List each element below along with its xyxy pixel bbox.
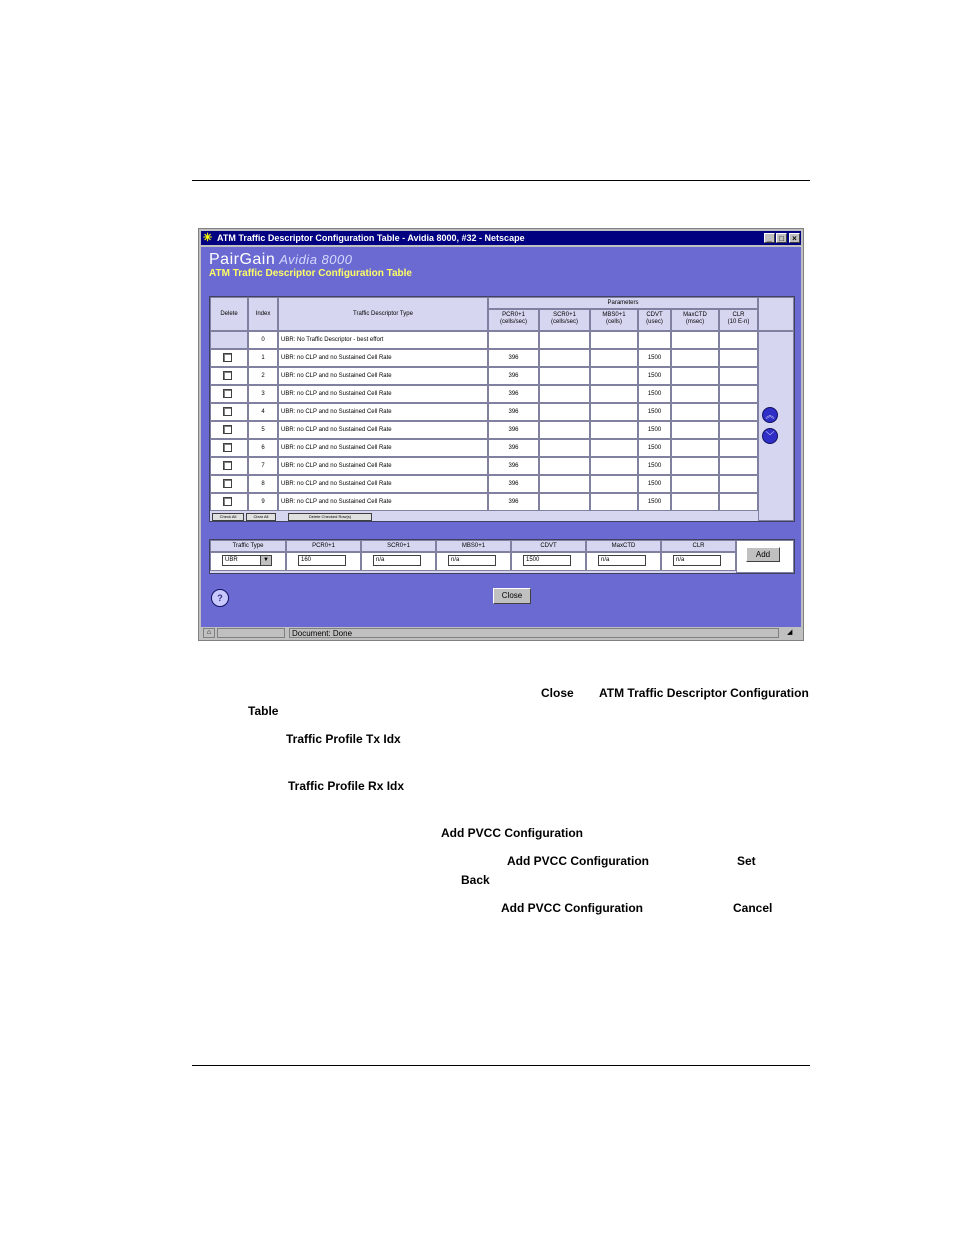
cell-scr (539, 349, 590, 367)
cell-index: 3 (248, 385, 278, 403)
cell-cdvt: 1500 (638, 385, 671, 403)
cell-maxctd (671, 493, 719, 511)
text-traffic-profile-rx: Traffic Profile Rx Idx (288, 779, 405, 793)
cell-clr (719, 493, 758, 511)
cell-clr (719, 331, 758, 349)
status-bar (201, 627, 801, 639)
cell-mbs (590, 349, 638, 367)
header-pcr (488, 309, 539, 331)
cell-scr (539, 331, 590, 349)
delete-checkbox[interactable] (223, 425, 232, 434)
cell-maxctd (671, 457, 719, 475)
cell-cdvt: 1500 (638, 457, 671, 475)
cell-index: 6 (248, 439, 278, 457)
cell-index: 9 (248, 493, 278, 511)
header-mbs-unit: (cells) (606, 319, 622, 325)
scroll-down-icon[interactable]: ﹀ (762, 428, 778, 444)
cell-type: UBR: no CLP and no Sustained Cell Rate (278, 493, 488, 511)
help-icon[interactable]: ? (211, 589, 229, 607)
cell-pcr: 396 (488, 439, 539, 457)
delete-checkbox[interactable] (223, 479, 232, 488)
text-add-pvcc-3: Add PVCC Configuration (501, 901, 643, 915)
maximize-button[interactable]: □ (776, 233, 787, 243)
scroll-up-icon[interactable]: ︽ (762, 407, 778, 423)
delete-checked-button[interactable]: Delete Checked Row(s) (288, 513, 372, 521)
brand-logo (209, 251, 352, 269)
header-scr-unit: (cells/sec) (550, 319, 578, 325)
cell-scr (539, 403, 590, 421)
cell-pcr: 396 (488, 475, 539, 493)
header-parameters: Parameters (488, 297, 758, 309)
delete-checkbox[interactable] (223, 443, 232, 452)
security-lock-icon: ⌂ (203, 628, 215, 638)
text-set: Set (737, 854, 756, 868)
cell-clr (719, 385, 758, 403)
add-input-3[interactable]: 1500 (523, 555, 571, 566)
app-icon: ✳ (203, 232, 213, 244)
add-header-4: CDVT (511, 540, 586, 552)
header-maxctd (671, 309, 719, 331)
cell-index: 1 (248, 349, 278, 367)
page-title: ATM Traffic Descriptor Configuration Table (209, 268, 412, 279)
cell-mbs (590, 475, 638, 493)
delete-checkbox[interactable] (223, 353, 232, 362)
dropdown-arrow-icon: ▼ (260, 556, 271, 565)
header-clr (719, 309, 758, 331)
cell-pcr: 396 (488, 403, 539, 421)
cell-index: 7 (248, 457, 278, 475)
delete-cell (210, 331, 248, 349)
add-input-1[interactable]: n/a (373, 555, 421, 566)
cell-clr (719, 403, 758, 421)
cell-pcr: 396 (488, 493, 539, 511)
cell-scr (539, 367, 590, 385)
header-scr (539, 309, 590, 331)
cell-pcr: 396 (488, 421, 539, 439)
cell-scr (539, 493, 590, 511)
cell-type: UBR: no CLP and no Sustained Cell Rate (278, 457, 488, 475)
cell-type: UBR: no CLP and no Sustained Cell Rate (278, 421, 488, 439)
cell-type: UBR: no CLP and no Sustained Cell Rate (278, 439, 488, 457)
add-input-4[interactable]: n/a (598, 555, 646, 566)
cell-pcr: 396 (488, 367, 539, 385)
cell-mbs (590, 385, 638, 403)
descriptor-table (209, 296, 795, 522)
add-form (209, 539, 795, 574)
page-content (201, 247, 801, 627)
traffic-type-select[interactable] (222, 555, 272, 566)
cell-mbs (590, 403, 638, 421)
cell-cdvt: 1500 (638, 367, 671, 385)
header-mbs-label: MBS0+1 (602, 312, 626, 318)
cell-pcr (488, 331, 539, 349)
cell-maxctd (671, 349, 719, 367)
delete-checkbox[interactable] (223, 407, 232, 416)
cell-maxctd (671, 421, 719, 439)
minimize-button[interactable]: _ (764, 233, 775, 243)
status-progress (217, 628, 285, 638)
cell-clr (719, 475, 758, 493)
cell-mbs (590, 421, 638, 439)
scroll-column (758, 331, 794, 521)
close-window-button[interactable]: × (789, 233, 800, 243)
cell-cdvt: 1500 (638, 403, 671, 421)
brand-name: PairGain (209, 251, 276, 268)
cell-scr (539, 385, 590, 403)
text-traffic-profile-tx: Traffic Profile Tx Idx (286, 732, 401, 746)
cell-scr (539, 457, 590, 475)
brand-model: Avidia 8000 (279, 252, 353, 267)
add-header-3: MBS0+1 (436, 540, 511, 552)
header-delete: Delete (210, 297, 248, 331)
delete-checkbox[interactable] (223, 497, 232, 506)
add-input-2[interactable]: n/a (448, 555, 496, 566)
text-back: Back (461, 873, 490, 887)
cell-maxctd (671, 331, 719, 349)
text-atm-config: ATM Traffic Descriptor Configuration (599, 686, 809, 700)
cell-clr (719, 367, 758, 385)
clear-all-button[interactable]: Clear All (246, 513, 276, 521)
window-title: ATM Traffic Descriptor Configuration Table - Avidia 8000, #32 - Netscape (217, 233, 525, 243)
cell-cdvt: 1500 (638, 421, 671, 439)
header-pcr-unit: (cells/sec) (499, 319, 527, 325)
cell-clr (719, 457, 758, 475)
cell-type: UBR: no CLP and no Sustained Cell Rate (278, 475, 488, 493)
check-all-button[interactable]: Check All (212, 513, 244, 521)
text-close: Close (541, 686, 574, 700)
header-clr-unit: (10 E-n) (727, 319, 750, 325)
resize-grip-icon[interactable]: ◢ (787, 629, 793, 636)
cell-index: 2 (248, 367, 278, 385)
header-scroll (758, 297, 794, 331)
cell-maxctd (671, 439, 719, 457)
add-input-5[interactable]: n/a (673, 555, 721, 566)
cell-maxctd (671, 367, 719, 385)
cell-mbs (590, 439, 638, 457)
status-text: Document: Done (289, 628, 779, 638)
cell-maxctd (671, 475, 719, 493)
header-index: Index (248, 297, 278, 331)
delete-checkbox[interactable] (223, 461, 232, 470)
header-cdvt-unit: (usec) (646, 319, 663, 325)
add-header-5: MaxCTD (586, 540, 661, 552)
cell-mbs (590, 493, 638, 511)
header-maxctd-label: MaxCTD (683, 312, 707, 318)
add-header-0: Traffic Type (210, 540, 286, 552)
cell-cdvt: 1500 (638, 439, 671, 457)
cell-cdvt: 1500 (638, 349, 671, 367)
cell-type: UBR: no CLP and no Sustained Cell Rate (278, 403, 488, 421)
cell-type: UBR: no CLP and no Sustained Cell Rate (278, 367, 488, 385)
cell-index: 8 (248, 475, 278, 493)
cell-scr (539, 475, 590, 493)
cell-index: 0 (248, 331, 278, 349)
cell-cdvt: 1500 (638, 493, 671, 511)
cell-maxctd (671, 385, 719, 403)
cell-cdvt (638, 331, 671, 349)
cell-pcr: 396 (488, 385, 539, 403)
header-pcr-label: PCR0+1 (502, 312, 525, 318)
text-add-pvcc-2: Add PVCC Configuration (507, 854, 649, 868)
text-cancel: Cancel (733, 901, 773, 915)
add-input-0[interactable]: 160 (298, 555, 346, 566)
cell-clr (719, 421, 758, 439)
top-rule (192, 180, 810, 181)
header-mbs (590, 309, 638, 331)
cell-cdvt: 1500 (638, 475, 671, 493)
text-add-pvcc-1: Add PVCC Configuration (441, 826, 583, 840)
add-header-2: SCR0+1 (361, 540, 436, 552)
traffic-type-value: UBR (225, 557, 238, 563)
delete-checkbox[interactable] (223, 371, 232, 380)
bottom-rule (192, 1065, 810, 1066)
add-header-1: PCR0+1 (286, 540, 361, 552)
cell-type: UBR: No Traffic Descriptor - best effort (278, 331, 488, 349)
text-table: Table (248, 704, 279, 718)
cell-mbs (590, 367, 638, 385)
window-titlebar (201, 231, 801, 245)
cell-type: UBR: no CLP and no Sustained Cell Rate (278, 349, 488, 367)
cell-mbs (590, 331, 638, 349)
close-button[interactable]: Close (493, 588, 531, 604)
add-header-6: CLR (661, 540, 736, 552)
add-button[interactable]: Add (746, 547, 780, 562)
cell-pcr: 396 (488, 349, 539, 367)
header-cdvt-label: CDVT (646, 312, 663, 318)
cell-clr (719, 439, 758, 457)
cell-type: UBR: no CLP and no Sustained Cell Rate (278, 385, 488, 403)
header-clr-label: CLR (732, 312, 745, 318)
cell-clr (719, 349, 758, 367)
header-cdvt (638, 309, 671, 331)
header-type: Traffic Descriptor Type (278, 297, 488, 331)
cell-pcr: 396 (488, 457, 539, 475)
delete-checkbox[interactable] (223, 389, 232, 398)
header-scr-label: SCR0+1 (553, 312, 576, 318)
cell-index: 4 (248, 403, 278, 421)
cell-scr (539, 421, 590, 439)
cell-maxctd (671, 403, 719, 421)
cell-index: 5 (248, 421, 278, 439)
cell-mbs (590, 457, 638, 475)
header-maxctd-unit: (msec) (685, 319, 705, 325)
cell-scr (539, 439, 590, 457)
browser-window (198, 228, 804, 641)
